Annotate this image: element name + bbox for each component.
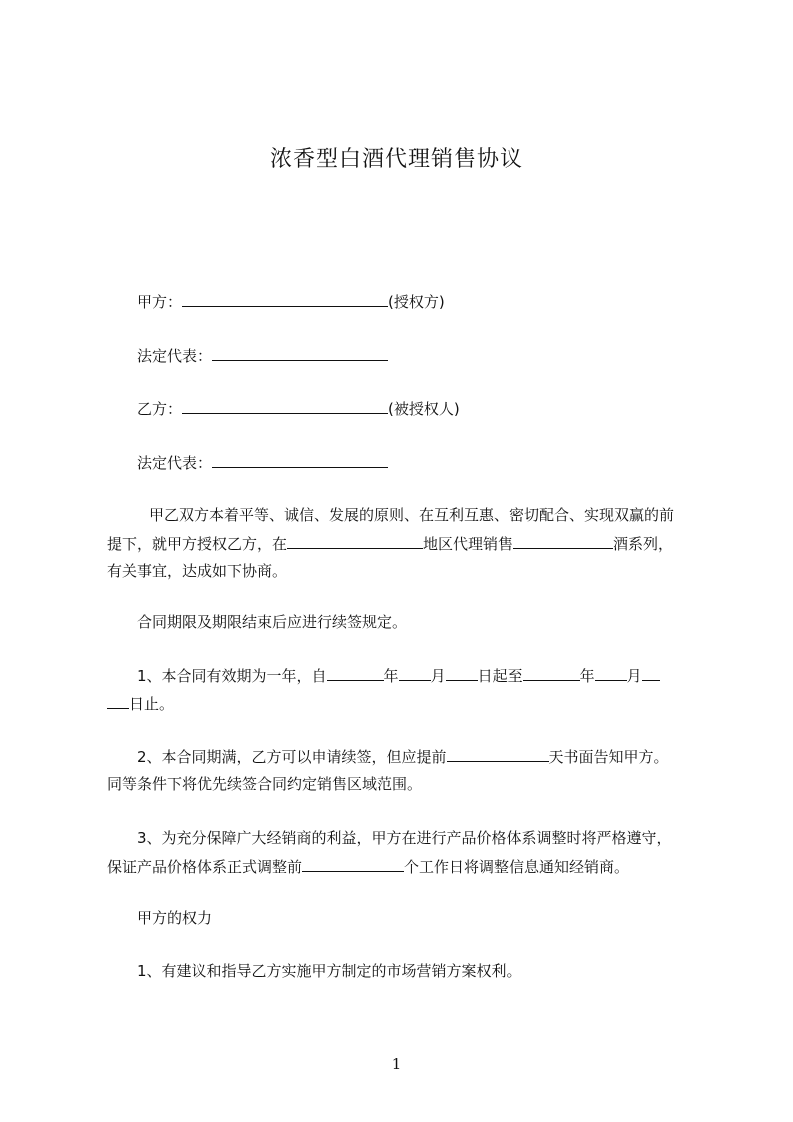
section-term-heading: 合同期限及期限结束后应进行续签规定。 (137, 613, 408, 631)
rights-item-1: 1、有建议和指导乙方实施甲方制定的市场营销方案权利。 (137, 962, 522, 980)
end-day-blank-part-1 (642, 665, 660, 681)
party-a-rep-blank (212, 345, 388, 361)
party-a-rep-line (137, 345, 388, 366)
clause-1-text: 1、本合同有效期为一年，自 (137, 667, 327, 685)
day-from-label: 日起至 (477, 667, 523, 685)
month-label: 月 (430, 667, 446, 685)
clause-1-line-2 (107, 693, 174, 714)
region-blank (287, 533, 423, 549)
clause-2-text-b: 天书面告知甲方。 (548, 748, 669, 766)
intro-line-2 (107, 533, 673, 554)
section-rights-heading: 甲方的权力 (137, 909, 213, 927)
intro-line-3: 有关事宜，达成如下协商。 (107, 562, 288, 580)
end-day-blank-part-2 (107, 693, 129, 709)
party-b-rep-blank (212, 452, 388, 468)
intro-line-1: 甲乙双方本着平等、诚信、发展的原则、在互利互惠、密切配合、实现双赢的前 (149, 506, 675, 524)
clause-1-line-1 (137, 665, 660, 686)
party-a-line (137, 291, 445, 312)
start-month-blank (399, 665, 431, 681)
liquor-series-blank (513, 533, 613, 549)
intro-line-2-a: 提下，就甲方授权乙方，在 (107, 535, 288, 553)
party-a-rep-label: 法定代表： (137, 347, 213, 365)
start-year-blank (327, 665, 384, 681)
party-b-rep-line (137, 452, 388, 473)
party-b-blank (182, 398, 388, 414)
notice-days-blank (447, 746, 549, 762)
year-label: 年 (579, 667, 595, 685)
clause-2-line-1 (137, 746, 669, 767)
party-b-line (137, 398, 460, 419)
party-b-label: 乙方： (137, 400, 183, 418)
day-end-label: 日止。 (129, 695, 175, 713)
end-month-blank (595, 665, 627, 681)
intro-line-2-c: 酒系列， (613, 535, 674, 553)
month-label: 月 (626, 667, 642, 685)
party-a-blank (182, 291, 388, 307)
document-title: 浓香型白酒代理销售协议 (269, 147, 523, 172)
party-b-suffix: (被授权人) (388, 400, 460, 418)
party-b-rep-label: 法定代表： (137, 454, 213, 472)
party-a-suffix: (授权方) (388, 293, 445, 311)
start-day-blank (446, 665, 478, 681)
party-a-label: 甲方： (137, 293, 183, 311)
clause-3-line-2 (107, 856, 629, 877)
end-year-blank (523, 665, 580, 681)
clause-3-line-1: 3、为充分保障广大经销商的利益，甲方在进行产品价格体系调整时将严格遵守， (137, 829, 672, 847)
intro-line-2-b: 地区代理销售 (423, 535, 514, 553)
clause-2-text: 2、本合同期满，乙方可以申请续签，但应提前 (137, 748, 447, 766)
working-days-blank (302, 856, 404, 872)
clause-2-line-2: 同等条件下将优先续签合同约定销售区域范围。 (107, 775, 423, 793)
clause-3-text-a: 保证产品价格体系正式调整前 (107, 858, 303, 876)
page-number: 1 (391, 1055, 402, 1073)
clause-3-text-b: 个工作日将调整信息通知经销商。 (404, 858, 630, 876)
year-label: 年 (383, 667, 399, 685)
